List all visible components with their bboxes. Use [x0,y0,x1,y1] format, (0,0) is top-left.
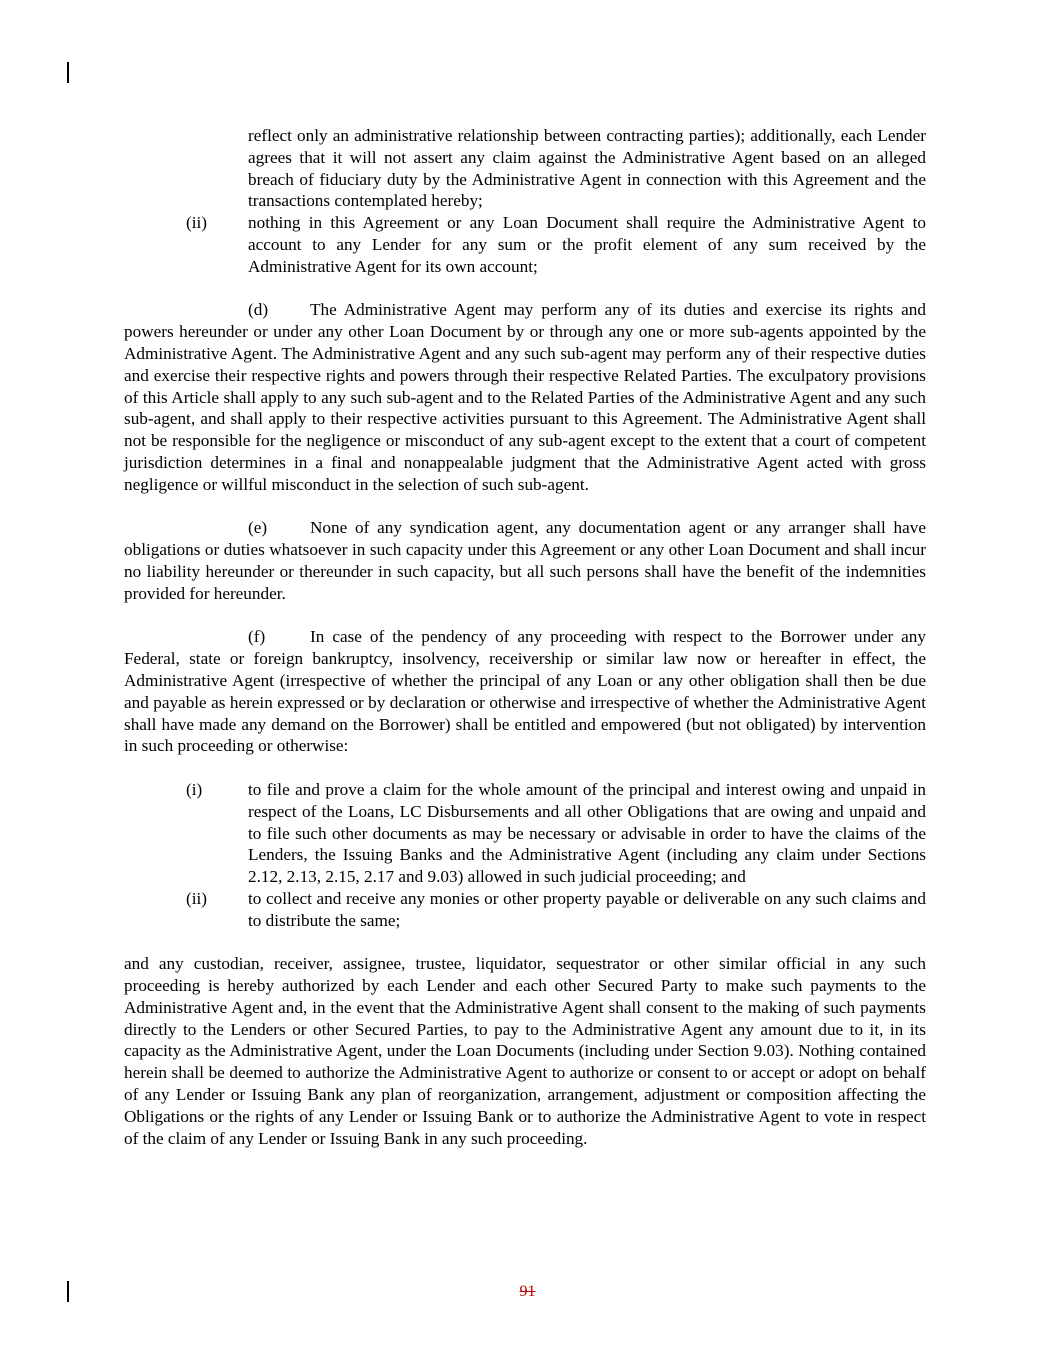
list-item-label: (ii) [186,888,207,908]
list-item-f-ii [186,888,926,932]
paragraph-e [124,517,926,604]
list-item-c-ii [186,212,926,277]
paragraph-gap [124,757,926,779]
continuation-text: reflect only an administrative relationship between contracting parties); additionally, each Lender agrees that it will not assert any claim against the Administrative Agent based on an alleged breach of fiduciary duty by the Administrative Agent in connection with this Agreement and the transactions contemplated hereby; [248,126,926,211]
paragraph-gap [124,496,926,518]
paragraph-label: (d) [248,300,269,320]
page-number: 91 [519,1283,536,1300]
list-item-text: nothing in this Agreement or any Loan Document shall require the Administrative Agent to account to any Lender for any sum or the profit element of any sum received by the Administrative Agent for its own account; [248,213,926,276]
paragraph-gap [124,931,926,953]
list-item-label: (ii) [186,213,207,233]
paragraph-text: The Administrative Agent may perform any of its duties and exercise its rights and powers hereunder or under any other Loan Document by or through any one or more sub-agents appointed by the Administrative Agent. The Administrative Agent and any such sub-agent may perform any of their respective duties and exercise their respective rights and powers through their respective Related Parties. The exculpatory provisions of this Article shall apply to any such sub-agent and to the Related Parties of the Administrative Agent and any such sub-agent, and shall apply to their respective activities pursuant to this Agreement. The Administrative Agent shall not be responsible for the negligence or misconduct of any sub-agent except to the extent that a court of competent jurisdiction determines in a final and nonappealable judgment that the Administrative Agent acted with gross negligence or willful misconduct in the selection of such sub-agent. [124,300,926,494]
closing-paragraph: and any custodian, receiver, assignee, trustee, liquidator, sequestrator or other similar official in any such proceeding is hereby authorized by each Lender and each other Secured Party to make such payments to the Administrative Agent and, in the event that the Administrative Agent shall consent to the making of such payments directly to the Lenders or other Secured Parties, to pay to the Administrative Agent any amount due to it, in its capacity as the Administrative Agent, under the Loan Documents (including under Section 9.03). Nothing contained herein shall be deemed to authorize the Administrative Agent to authorize or consent to or accept or adopt on behalf of any Lender or Issuing Bank any plan of reorganization, arrangement, adjustment or composition affecting the Obligations or the rights of any Lender or Issuing Bank or to authorize the Administrative Agent to vote in respect of the claim of any Lender or Issuing Bank in any such proceeding. [124,954,926,1148]
list-item-label: (i) [186,779,203,799]
paragraph-text: In case of the pendency of any proceeding with respect to the Borrower under any Federal, state or foreign bankruptcy, insolvency, receivership or similar law now or hereafter in effect, the Administrative Agent (irrespective of whether the principal of any Loan or any other obligation shall then be due and payable as herein expressed or by declaration or otherwise and irrespective of whether the Administrative Agent shall have made any demand on the Borrower) shall be entitled and empowered (but not obligated) by intervention in such proceeding or otherwise: [124,627,926,756]
change-bar-top [67,62,69,83]
list-item-f-i [186,779,926,888]
paragraph-gap [124,605,926,627]
document-body [124,125,926,1149]
list-item-text: to file and prove a claim for the whole amount of the principal and interest owing and unpaid in respect of the Loans, LC Disbursements and all other Obligations that are owing and unpaid and to file such other documents as may be necessary or advisable in order to have the claims of the Lenders, the Issuing Banks and the Administrative Agent (including any claim under Sections 2.12, 2.13, 2.15, 2.17 and 9.03) allowed in such judicial proceeding; and [248,779,926,887]
paragraph-label: (e) [248,518,268,538]
paragraph-label: (f) [248,627,266,647]
list-item-text: to collect and receive any monies or other property payable or deliverable on any such claims and to distribute the same; [248,888,926,930]
paragraph-f [124,626,926,757]
paragraph-text: None of any syndication agent, any documentation agent or any arranger shall have obligations or duties whatsoever in such capacity under this Agreement or any other Loan Document and shall incur no liability hereunder or thereunder in such capacity, but all such persons shall have the benefit of the indemnities provided for hereunder. [124,518,926,603]
paragraph-d [124,299,926,495]
paragraph-gap [124,278,926,300]
